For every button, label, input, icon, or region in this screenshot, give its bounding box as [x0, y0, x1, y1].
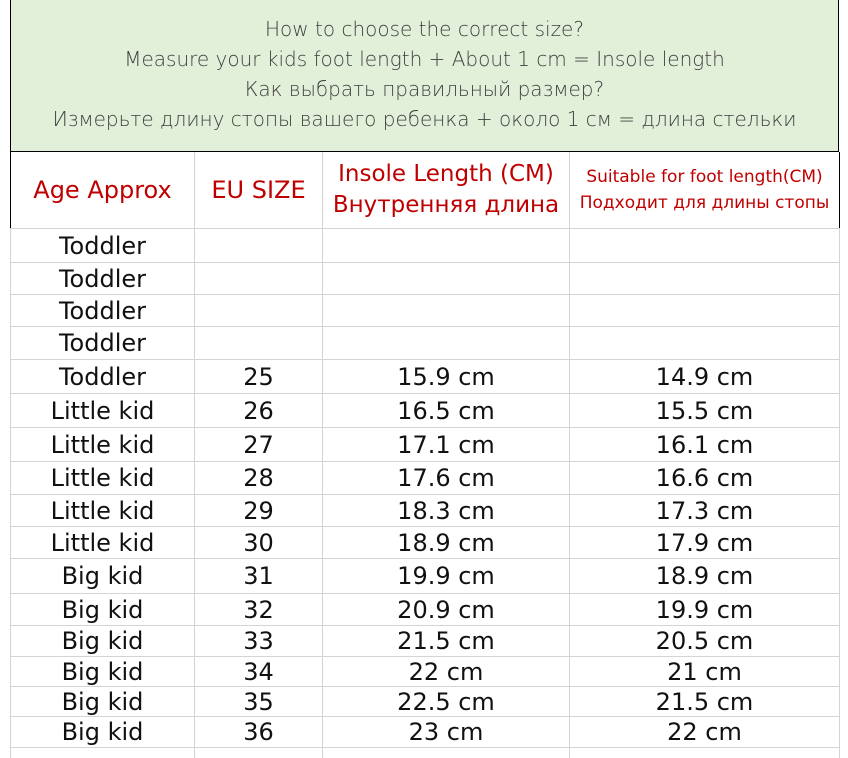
banner-line-4: Измерьте длину стопы вашего ребенка + около 1 см = длина стельки	[52, 107, 797, 131]
age-cell: Toddler	[11, 229, 195, 263]
table-header-row	[11, 152, 840, 229]
header-eu-size: EU SIZE	[195, 152, 323, 229]
table-cell	[570, 748, 840, 758]
insole-length-cell: 18.3 cm	[323, 495, 570, 527]
foot-length-cell: 21.5 cm	[570, 687, 840, 717]
eu-size-cell	[195, 263, 323, 295]
foot-length-cell: 17.3 cm	[570, 495, 840, 527]
table-row	[11, 626, 840, 657]
insole-length-cell: 20.9 cm	[323, 594, 570, 626]
foot-length-cell: 19.9 cm	[570, 594, 840, 626]
header-suitable-foot-length	[570, 152, 840, 229]
foot-length-cell: 20.5 cm	[570, 626, 840, 657]
eu-size-cell: 36	[195, 717, 323, 748]
insole-length-cell: 22 cm	[323, 657, 570, 687]
age-cell: Toddler	[11, 327, 195, 360]
foot-length-cell: 18.9 cm	[570, 559, 840, 594]
eu-size-cell: 28	[195, 462, 323, 495]
foot-length-cell	[570, 327, 840, 360]
header-insole-length	[323, 152, 570, 229]
table-row	[11, 687, 840, 717]
foot-length-cell: 14.9 cm	[570, 360, 840, 394]
table-row	[11, 360, 840, 394]
insole-length-cell: 22.5 cm	[323, 687, 570, 717]
table-row	[11, 657, 840, 687]
header-age: Age Approx	[11, 152, 195, 229]
banner-line-2: Measure your kids foot length + About 1 cm = Insole length	[124, 47, 725, 71]
insole-length-cell: 16.5 cm	[323, 394, 570, 428]
age-cell: Big kid	[11, 594, 195, 626]
eu-size-cell	[195, 295, 323, 327]
insole-length-cell: 18.9 cm	[323, 527, 570, 559]
foot-length-cell: 17.9 cm	[570, 527, 840, 559]
foot-length-cell: 16.6 cm	[570, 462, 840, 495]
header-insole-en: Insole Length (CM)	[338, 161, 554, 187]
header-suitable-ru: Подходит для длины стопы	[579, 193, 830, 213]
age-cell: Little kid	[11, 527, 195, 559]
insole-length-cell	[323, 327, 570, 360]
eu-size-cell	[195, 327, 323, 360]
foot-length-cell	[570, 229, 840, 263]
foot-length-cell: 16.1 cm	[570, 428, 840, 462]
age-cell: Big kid	[11, 687, 195, 717]
table-row-partial	[11, 748, 840, 758]
table-cell	[195, 748, 323, 758]
size-table	[10, 152, 840, 758]
eu-size-cell: 31	[195, 559, 323, 594]
table-cell	[323, 748, 570, 758]
foot-length-cell: 15.5 cm	[570, 394, 840, 428]
table-row	[11, 229, 840, 263]
insole-length-cell: 17.6 cm	[323, 462, 570, 495]
table-cell	[11, 748, 195, 758]
eu-size-cell: 32	[195, 594, 323, 626]
eu-size-cell	[195, 229, 323, 263]
insole-length-cell: 17.1 cm	[323, 428, 570, 462]
eu-size-cell: 27	[195, 428, 323, 462]
age-cell: Little kid	[11, 428, 195, 462]
table-row	[11, 394, 840, 428]
insole-length-cell: 23 cm	[323, 717, 570, 748]
header-insole-ru: Внутренняя длина	[332, 192, 560, 218]
table-row	[11, 295, 840, 327]
eu-size-cell: 29	[195, 495, 323, 527]
table-row	[11, 559, 840, 594]
eu-size-cell: 34	[195, 657, 323, 687]
eu-size-cell: 33	[195, 626, 323, 657]
table-row	[11, 717, 840, 748]
age-cell: Big kid	[11, 626, 195, 657]
eu-size-cell: 35	[195, 687, 323, 717]
foot-length-cell: 22 cm	[570, 717, 840, 748]
foot-length-cell	[570, 263, 840, 295]
table-row	[11, 594, 840, 626]
foot-length-cell: 21 cm	[570, 657, 840, 687]
insole-length-cell: 21.5 cm	[323, 626, 570, 657]
eu-size-cell: 26	[195, 394, 323, 428]
insole-length-cell	[323, 295, 570, 327]
eu-size-cell: 25	[195, 360, 323, 394]
age-cell: Toddler	[11, 263, 195, 295]
age-cell: Big kid	[11, 657, 195, 687]
insole-length-cell	[323, 229, 570, 263]
insole-length-cell: 19.9 cm	[323, 559, 570, 594]
insole-length-cell	[323, 263, 570, 295]
age-cell: Big kid	[11, 559, 195, 594]
age-cell: Little kid	[11, 394, 195, 428]
table-row	[11, 263, 840, 295]
banner-line-1: How to choose the correct size?	[265, 17, 584, 41]
table-row	[11, 527, 840, 559]
age-cell: Toddler	[11, 360, 195, 394]
age-cell: Big kid	[11, 717, 195, 748]
header-suitable-en: Suitable for foot length(CM)	[586, 167, 823, 187]
instructions-banner	[10, 0, 839, 152]
age-cell: Little kid	[11, 462, 195, 495]
foot-length-cell	[570, 295, 840, 327]
table-row	[11, 495, 840, 527]
age-cell: Toddler	[11, 295, 195, 327]
insole-length-cell: 15.9 cm	[323, 360, 570, 394]
table-row	[11, 327, 840, 360]
table-row	[11, 462, 840, 495]
eu-size-cell: 30	[195, 527, 323, 559]
table-row	[11, 428, 840, 462]
age-cell: Little kid	[11, 495, 195, 527]
banner-line-3: Как выбрать правильный размер?	[244, 77, 605, 101]
